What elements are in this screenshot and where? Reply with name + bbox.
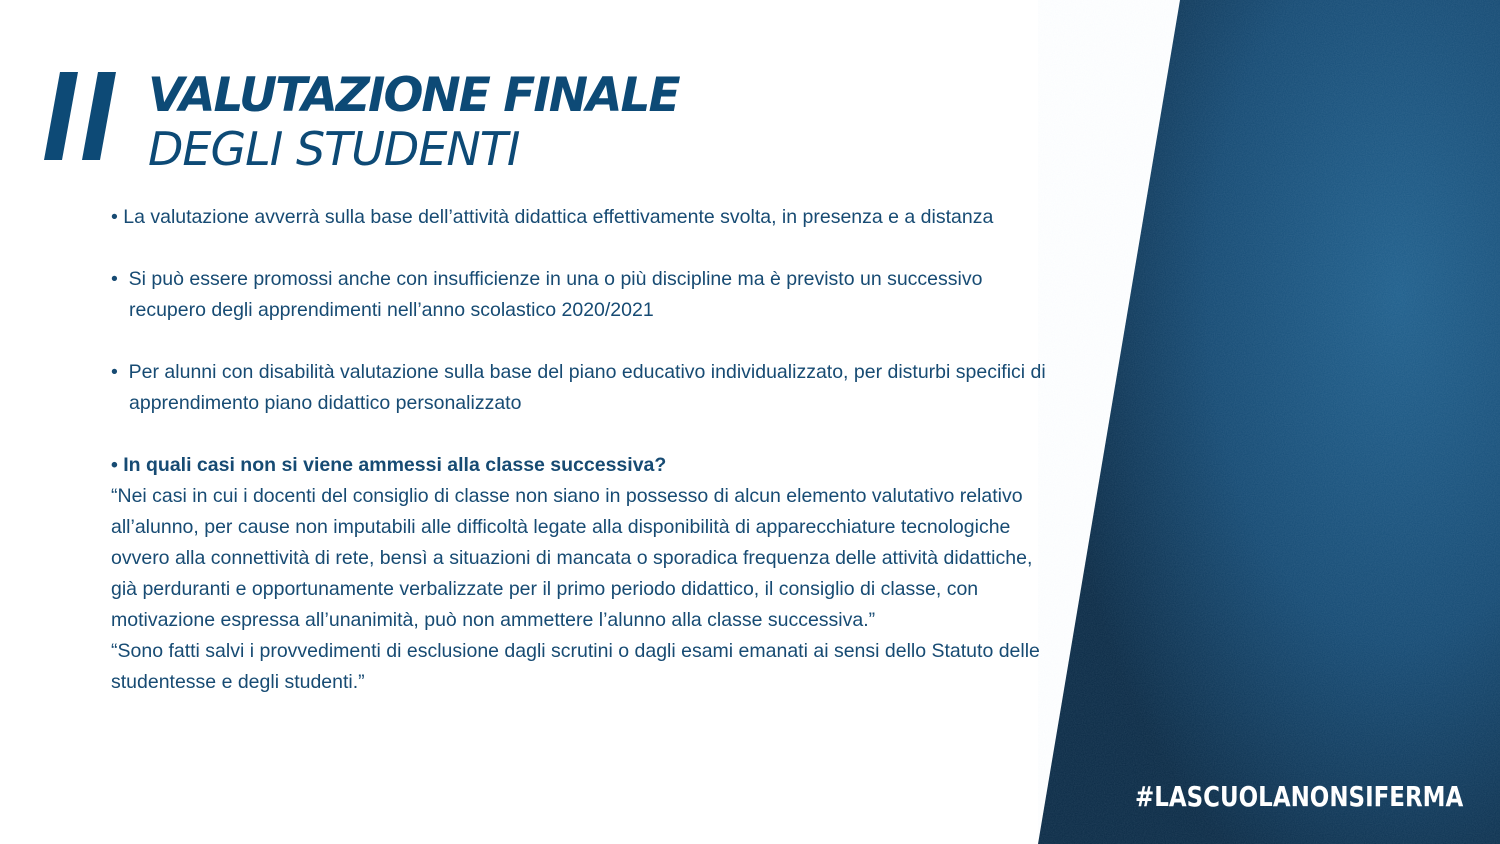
question-text: In quali casi non si viene ammessi alla classe successiva? — [123, 454, 667, 476]
title-line-1: VALUTAZIONE FINALE — [148, 68, 679, 123]
bullet-text: Si può essere promossi anche con insufficienze in una o più discipline ma è previsto un successivo recupero degli apprendimenti nell’anno scolastico 2020/2021 — [128, 268, 983, 321]
question-heading — [111, 450, 1046, 481]
slide-title — [148, 70, 679, 176]
title-line-2: DEGLI STUDENTI — [148, 122, 520, 176]
bullet-marker: • — [111, 268, 118, 290]
bullet-item — [111, 264, 1046, 326]
bullet-text: Per alunni con disabilità valutazione sulla base del piano educativo individualizzato, per disturbi specifici di apprendimento piano didattico personalizzato — [128, 361, 1046, 414]
bullet-item — [111, 357, 1046, 419]
double-slash-logo — [40, 70, 120, 162]
bullet-text: La valutazione avverrà sulla base dell’attività didattica effettivamente svolta, in presenza e a distanza — [123, 206, 994, 228]
quote-paragraph: “Nei casi in cui i docenti del consiglio di classe non siano in possesso di alcun elemento valutativo relativo all’alunno, per cause non imputabili alle difficoltà legate alla disponibilità di apparecchiature tecnologiche ovvero alla connettività di rete, bensì a situazioni di mancata o sporadica frequenza delle attività didattiche, già perduranti e opportunamente verbalizzate per il primo periodo didattico, il consiglio di classe, con motivazione espressa all’unanimità, può non ammettere l’alunno alla classe successiva.” — [111, 485, 1033, 631]
bullet-marker: • — [111, 454, 118, 476]
bullet-marker: • — [111, 361, 118, 383]
bullet-item — [111, 202, 1046, 233]
slide-body — [111, 202, 1046, 698]
hashtag: #LASCUOLANONSIFERMA — [1135, 780, 1464, 813]
quote-paragraph: “Sono fatti salvi i provvedimenti di esclusione dagli scrutini o dagli esami emanati ai sensi dello Statuto delle studentesse e degli studenti.” — [111, 640, 1040, 693]
bullet-marker: • — [111, 206, 118, 228]
